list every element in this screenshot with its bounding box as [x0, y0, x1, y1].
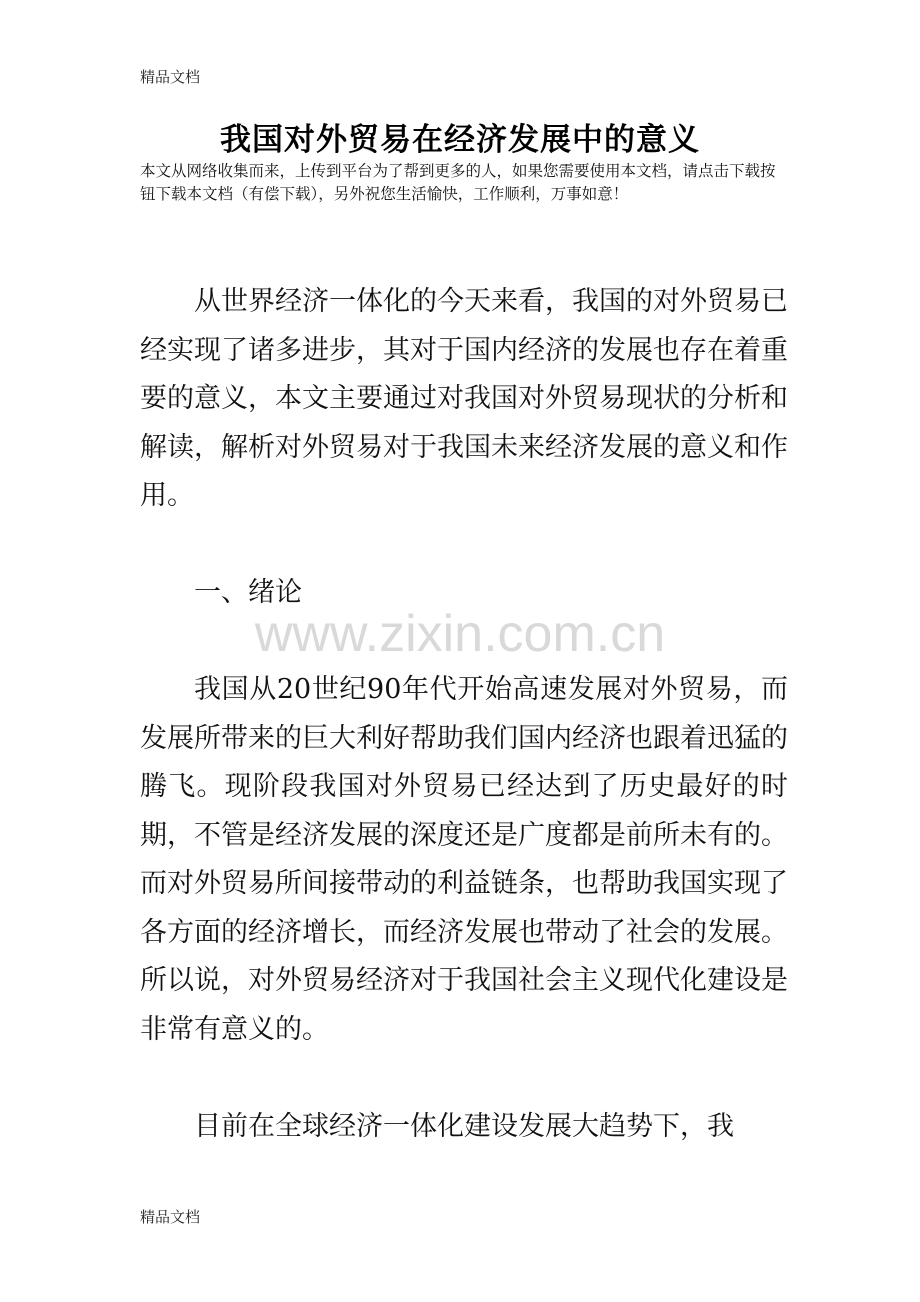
paragraph-history: 我国从20世纪90年代开始高速发展对外贸易，而发展所带来的巨大利好帮助我们国内经济也跟着迅猛的腾飞。现阶段我国对外贸易已经达到了历史最好的时期，不管是经济发展的深度还是广度都是前所未有的。而对外贸易所间接带动的利益链条，也帮助我国实现了各方面的经济增长，而经济发展也带动了社会的发展。所以说，对外贸易经济对于我国社会主义现代化建设是非常有意义的。 [140, 674, 788, 1045]
paragraph-intro: 从世界经济一体化的今天来看，我国的对外贸易已经实现了诸多进步，其对于国内经济的发展也存在着重要的意义，本文主要通过对我国对外贸易现状的分析和解读，解析对外贸易对于我国未来经济发展的意义和作用。 [140, 286, 788, 511]
section-heading-introduction: 一、绪论 [194, 577, 302, 608]
paragraph-current-trend: 目前在全球经济一体化建设发展大趋势下，我 [194, 1110, 734, 1142]
site-watermark: www.zixin.com.cn [254, 605, 666, 663]
document-title: 我国对外贸易在经济发展中的意义 [220, 122, 700, 158]
page-header-label: 精品文档 [140, 68, 201, 86]
page-footer-label: 精品文档 [140, 1208, 201, 1226]
download-notice: 本文从网络收集而来，上传到平台为了帮到更多的人，如果您需要使用本文档，请点击下载按钮下载本文档（有偿下载），另外祝您生活愉快，工作顺利，万事如意！ [140, 162, 776, 203]
document-body [140, 278, 788, 1151]
